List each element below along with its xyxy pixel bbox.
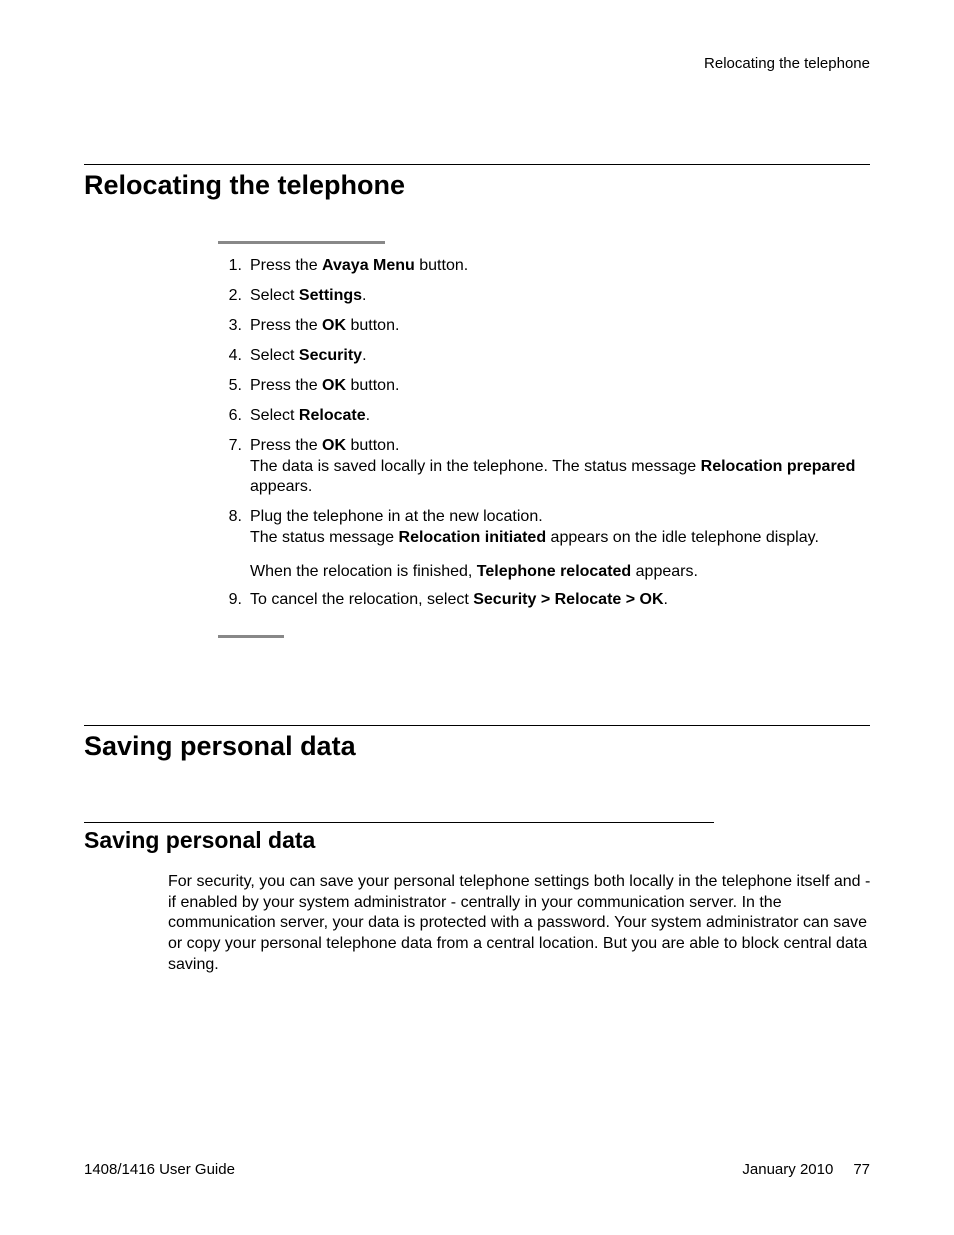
text-run: To cancel the relocation, select [250,591,474,608]
step-text [250,376,868,397]
footer-doc-title: 1408/1416 User Guide [84,1161,235,1178]
text-run: The status message [250,528,399,546]
text-run: Press the [250,257,323,274]
step-number: 4. [228,347,242,364]
step-text [250,507,868,528]
step-number: 6. [228,407,242,424]
bold-term: Settings [298,287,363,304]
text-run: Press the [250,317,323,334]
text-run: appears. [631,562,698,580]
text-run: button. [346,437,400,454]
step-text [250,316,868,337]
step-number: 9. [228,591,242,608]
subsection-rule [84,822,714,823]
text-run: . [365,407,371,424]
step-number: 7. [228,437,242,454]
subsection-title-saving: Saving personal data [84,827,316,853]
step-item [218,316,868,337]
bold-term: Security > Relocate > OK [473,591,664,608]
step-text [250,436,868,457]
section-rule [84,164,870,165]
text-run: button. [346,317,400,334]
running-header: Relocating the telephone [704,55,870,72]
relocation-steps [218,256,868,620]
section-rule [84,725,870,726]
text-run: Press the [250,377,323,394]
step-text [250,590,868,611]
bold-term: Avaya Menu [322,257,415,274]
step-item [218,406,868,427]
section-title-relocating: Relocating the telephone [84,170,406,200]
text-run: Press the [250,437,323,454]
text-run: . [362,347,367,364]
bold-term: Relocate [298,407,366,424]
step-item [218,590,868,611]
step-note [250,562,868,583]
step-item [218,346,868,367]
text-run: Plug the telephone in at the new location. [250,508,543,525]
bold-term: Relocation initiated [398,528,547,546]
step-item [218,286,868,307]
bold-term: Relocation prepared [700,457,856,475]
step-number: 2. [228,287,242,304]
step-text [250,346,868,367]
text-run: Select [250,407,299,424]
bold-term: Security [298,347,363,364]
step-item [218,507,868,582]
text-run: When the relocation is finished, [250,562,477,580]
section-title-saving: Saving personal data [84,731,356,761]
step-number: 5. [228,377,242,394]
text-run: . [663,591,668,608]
step-text [250,256,868,277]
text-run: appears. [250,478,313,495]
saving-paragraph: For security, you can save your personal telephone settings both locally in the telephone itself and - if enabled by your system administrator - centrally in your communication server. In the communication server, your data is protected with a password. Your system administrator can save or copy your personal telephone data from a central location. But you are able to block central data saving. [168,873,871,973]
steps-start-bar [218,241,385,244]
footer-page-number: 77 [853,1161,870,1178]
text-run: The data is saved locally in the telephone. The status message [250,457,701,475]
step-text [250,286,868,307]
text-run: appears on the idle telephone display. [546,528,819,546]
step-number: 1. [228,257,242,274]
text-run: . [362,287,367,304]
bold-term: OK [322,377,347,394]
step-text [250,406,868,427]
step-number: 8. [228,508,242,525]
text-run: Select [250,347,299,364]
footer-meta [742,1161,870,1178]
step-number: 3. [228,317,242,334]
footer-date: January 2010 [742,1161,834,1178]
step-result [250,457,868,498]
step-item [218,436,868,498]
step-item [218,256,868,277]
step-result [250,528,868,549]
bold-term: Telephone relocated [476,562,632,580]
steps-end-bar [218,635,284,638]
bold-term: OK [322,437,347,454]
step-item [218,376,868,397]
text-run: button. [346,377,400,394]
bold-term: OK [322,317,347,334]
text-run: button. [414,257,469,274]
text-run: Select [250,287,299,304]
